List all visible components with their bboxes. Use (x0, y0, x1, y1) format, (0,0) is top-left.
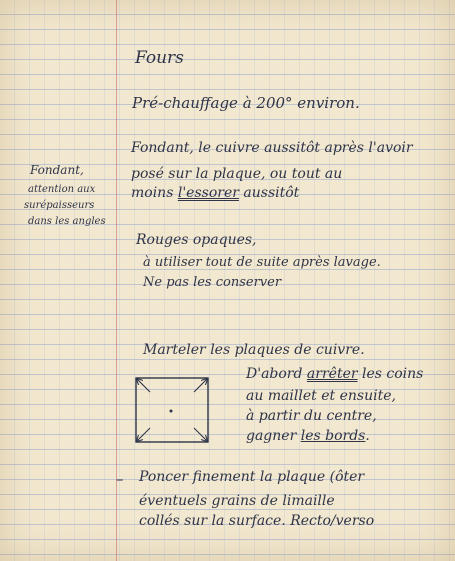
fondant-line-1: Fondant, le cuivre aussitôt après l'avoir (131, 140, 413, 156)
page-title: Fours (135, 48, 184, 68)
marteler-line-2 (246, 367, 423, 381)
poncer-line-1: Poncer finement la plaque (ôter (139, 469, 365, 485)
marteler-line-2-end: les coins (362, 366, 424, 382)
margin-note-line-1: Fondant, (30, 163, 84, 177)
marteler-line-2-start: D'abord (246, 366, 303, 382)
rouges-line-2: à utiliser tout de suite après lavage. (143, 255, 381, 270)
margin-note-line-3: surépaisseurs (24, 200, 95, 211)
poncer-line-2: éventuels grains de limaille (139, 493, 335, 509)
fondant-line-3-start: moins (131, 185, 174, 201)
fondant-underlined-word: l'essorer (177, 185, 239, 201)
marteler-line-5 (246, 429, 370, 443)
prechauffage-line: Pré-chauffage à 200° environ. (132, 94, 360, 112)
rouges-line-3: Ne pas les conserver (143, 275, 282, 290)
marteler-underlined-phrase: les bords (300, 428, 366, 444)
fondant-line-3-end: aussitôt (243, 185, 300, 201)
marteler-line-3: au maillet et ensuite, (246, 388, 396, 404)
fondant-line-2: posé sur la plaque, ou tout au (131, 166, 343, 182)
poncer-line-3: collés sur la surface. Recto/verso (139, 513, 375, 529)
rouges-line-1: Rouges opaques, (136, 232, 257, 248)
poncer-dash: – (116, 470, 124, 488)
marteler-line-1: Marteler les plaques de cuivre. (143, 342, 365, 358)
margin-note-line-2: attention aux (28, 184, 96, 195)
marteler-underlined-word: arrêter (306, 366, 358, 382)
marteler-line-4: à partir du centre, (246, 408, 377, 424)
fondant-line-3 (131, 186, 299, 200)
square-with-corner-arrows-icon (122, 370, 218, 450)
marteler-line-5-start: gagner (246, 428, 297, 444)
margin-note-line-4: dans les angles (28, 216, 106, 227)
marteler-line-5-end: . (365, 428, 370, 444)
